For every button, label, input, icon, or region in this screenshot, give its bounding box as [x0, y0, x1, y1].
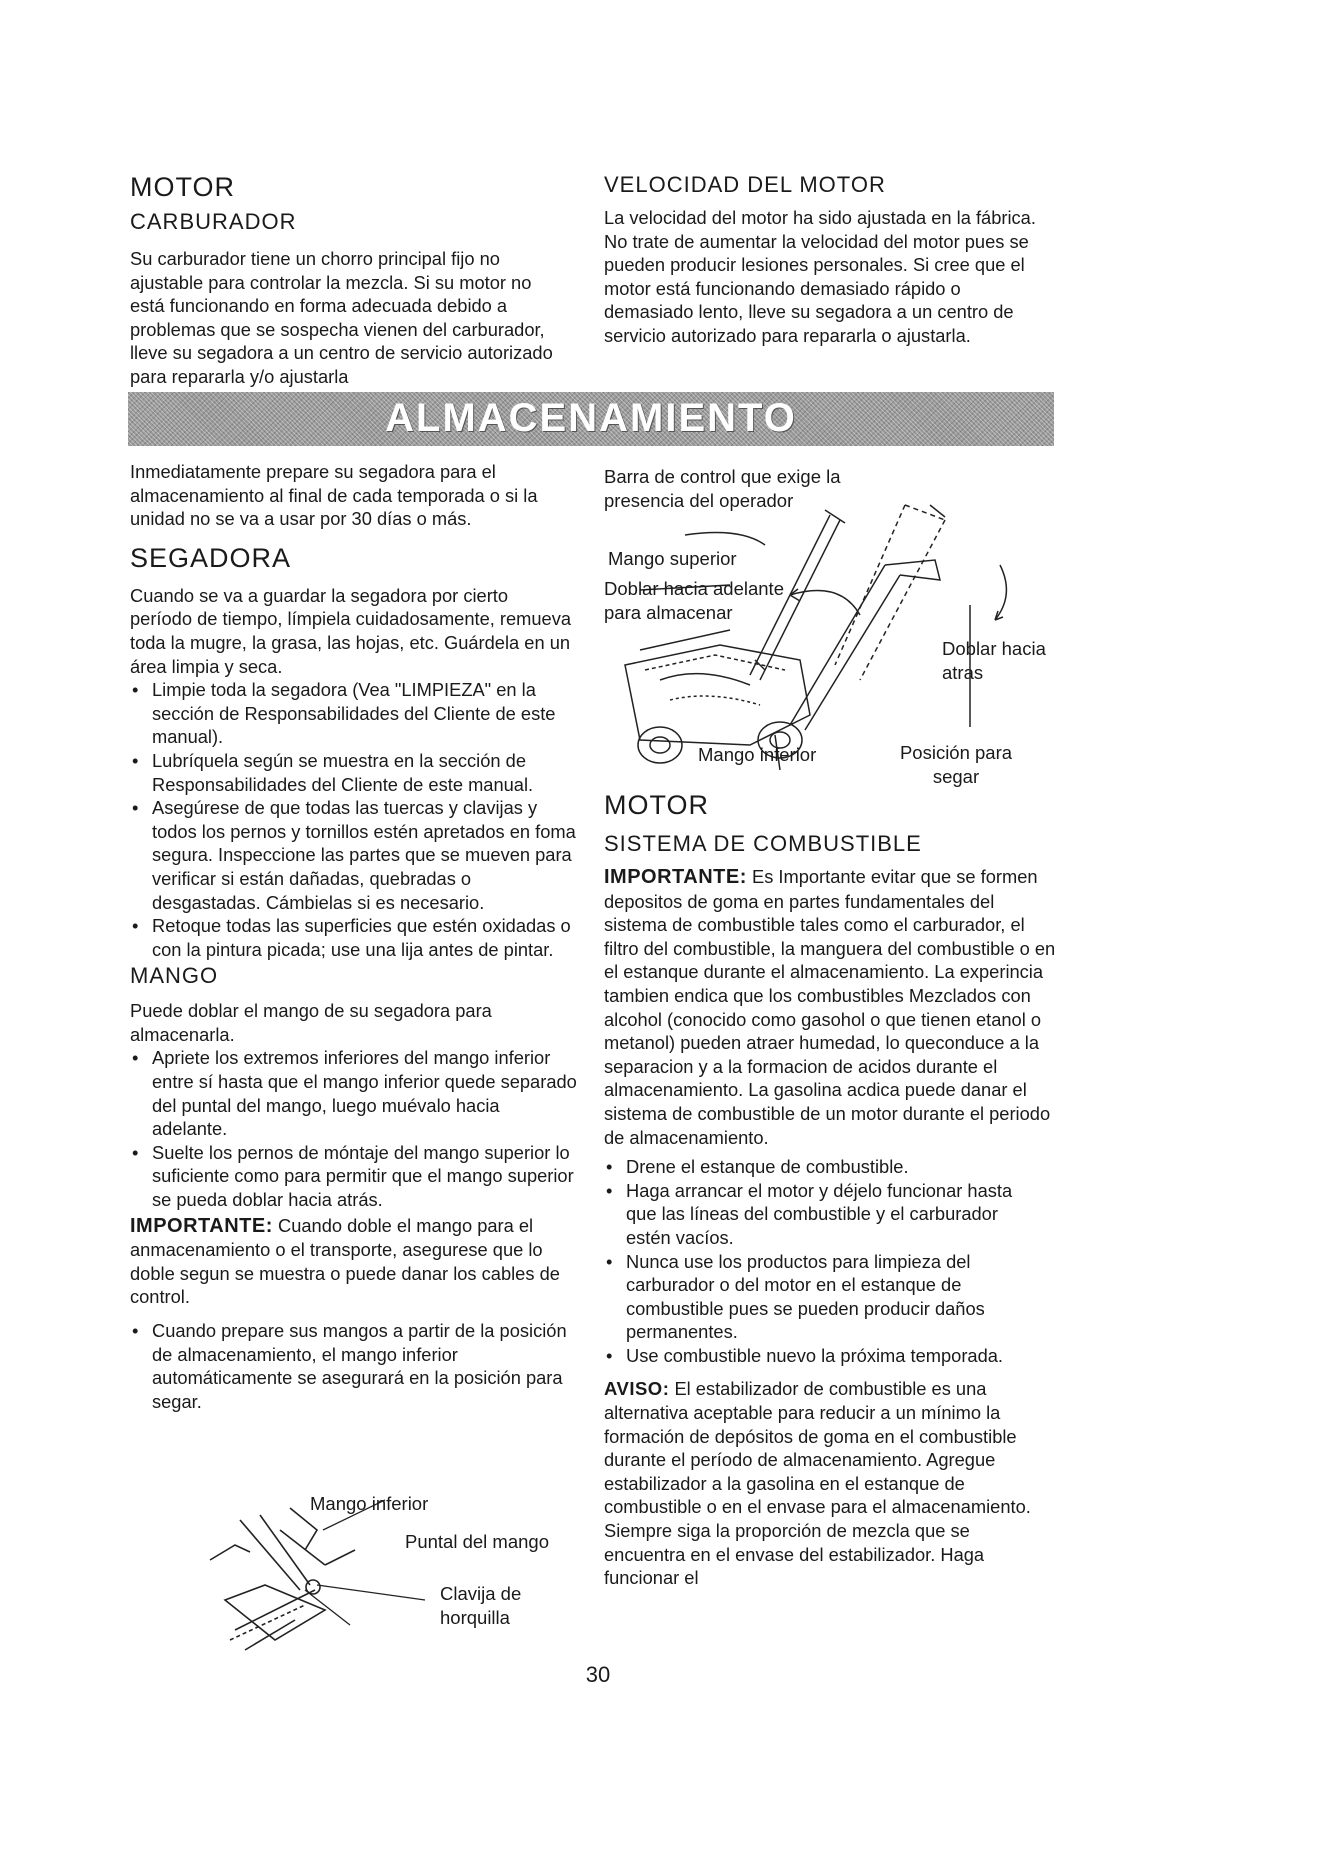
- carburador-text: Su carburador tiene un chorro principal fijo no ajustable para controlar la mezcla. Si su motor no está funcionando en forma adecuada debido a problemas que se sospecha vienen del carburador, lleve su segadora a un centro de servicio autorizado para repararla y/o ajustarla: [130, 248, 553, 387]
- label-puntal: Puntal del mango: [405, 1531, 549, 1552]
- segadora-heading: SEGADORA: [130, 542, 292, 573]
- velocidad-text: La velocidad del motor ha sido ajustada en la fábrica. No trate de aumentar la velocidad del motor pues se pueden producir lesiones personales. Si cree que el motor está funcionando demasiado rápido o demasiado lento, lleve su segadora a un centro de servicio autorizado para repararla o ajustarla.: [604, 207, 1036, 346]
- label-mango-inferior-right: Mango inferior: [698, 744, 817, 765]
- segadora-list: [130, 678, 578, 961]
- list-item: • Retoque todas las superficies que estén oxidadas o con la pintura picada; use una lija antes de pintar.: [130, 914, 578, 961]
- aviso-body: El estabilizador de combustible es una alternativa aceptable para reducir a un mínimo la formación de depósitos de goma en el combustible durante el período de almacenamiento. Agregue estabilizador a la gasolina en el estanque de combustible o en el envase para el almacenamiento. Siempre siga la proporción de mezcla que se encuentra en el envase del estabilizador. Haga funcionar el: [604, 1378, 1031, 1589]
- combustible-list: [604, 1155, 1044, 1367]
- mango-text: Puede doblar el mango de su segadora para almacenarla.: [130, 1000, 492, 1045]
- banner-title: ALMACENAMIENTO: [385, 396, 797, 440]
- mango-important: [130, 1214, 570, 1309]
- label-barra: Barra de control que exige la presencia del operador: [604, 466, 841, 511]
- label-posicion: Posición para segar: [899, 742, 1013, 787]
- label-mango-superior: Mango superior: [608, 548, 737, 569]
- mango-list: [130, 1046, 578, 1211]
- storage-list: [130, 1319, 570, 1413]
- important-label-right: IMPORTANTE:: [604, 866, 747, 888]
- list-item: • Lubríquela según se muestra en la sección de Responsabilidades del Cliente de este manual.: [130, 749, 578, 796]
- carburador-heading: CARBURADOR: [130, 209, 297, 234]
- page-number: 30: [585, 1662, 611, 1687]
- almacenamiento-banner: [128, 392, 1054, 446]
- aviso-label: AVISO:: [604, 1378, 670, 1400]
- important-label: IMPORTANTE:: [130, 1214, 273, 1237]
- aviso-text: [604, 1377, 1056, 1589]
- list-item: • Nunca use los productos para limpieza del carburador o del motor en el estanque de combustible pues se pueden producir daños permanentes.: [604, 1250, 1044, 1344]
- motor-heading-2: MOTOR: [604, 790, 709, 820]
- combustible-heading: SISTEMA DE COMBUSTIBLE: [604, 831, 922, 856]
- list-item: • Apriete los extremos inferiores del mango inferior entre sí hasta que el mango inferior quede separado del puntal del mango, luego muévalo hacia adelante.: [130, 1046, 578, 1140]
- mango-heading: MANGO: [130, 963, 219, 989]
- list-item: • Suelte los pernos de móntaje del mango superior lo suficiente como para permitir que el mango superior se pueda doblar hacia atrás.: [130, 1141, 578, 1212]
- label-mango-inferior: Mango inferior: [310, 1493, 429, 1514]
- combustible-important: [604, 865, 1056, 1149]
- mower-figure: [600, 465, 1060, 795]
- motor-heading: MOTOR: [130, 172, 235, 202]
- right-column: [604, 790, 1056, 1590]
- important-text-right: Es Importante evitar que se formen depositos de goma en partes fundamentales del sistema de combustible tales como el carburador, el filtro del combustible, la manguera del combustible o en el estanque durante el almacenamiento. La experincia tambien endica que los combustibles Mezclados con alcohol (conocido como gasohol o que tienen etanol o metanol) pueden atraer humedad, lo queconduce a la separacion y a la formacion de acidos durante el almacenamiento. La gasolina acdica puede danar el sistema de combustible de un motor durante el periodo de almacenamiento.: [604, 866, 1056, 1148]
- list-item: • Cuando prepare sus mangos a partir de la posición de almacenamiento, el mango inferior automáticamente se asegurará en la posición para segar.: [130, 1319, 570, 1413]
- list-item: • Limpie toda la segadora (Vea "LIMPIEZA" en la sección de Responsabilidades del Cliente de este manual).: [130, 678, 578, 749]
- label-doblar-adelante: Doblar hacia adelante para almacenar: [604, 578, 784, 623]
- list-item: • Drene el estanque de combustible.: [604, 1155, 1044, 1179]
- list-item: • Haga arrancar el motor y déjelo funcionar hasta que las líneas del combustible y el carburador estén vacíos.: [604, 1179, 1044, 1250]
- label-clavija: Clavija de horquilla: [440, 1583, 522, 1628]
- segadora-text: Cuando se va a guardar la segadora por cierto período de tiempo, límpiela cuidadosamente, remueva toda la mugre, la grasa, las hojas, etc. Guárdela en un área limpia y seca.: [130, 584, 572, 677]
- left-column: [130, 460, 580, 1413]
- velocidad-section: [604, 172, 1054, 348]
- label-doblar-atras: Doblar hacia atras: [942, 638, 1046, 683]
- handle-figure: [205, 1490, 585, 1660]
- motor-carburador-section: [130, 172, 570, 389]
- velocidad-heading: VELOCIDAD DEL MOTOR: [604, 172, 886, 197]
- important-text: Cuando doble el mango para el anmacenamiento o el transporte, asegurese que lo doble segun se muestra o puede danar los cables de control.: [130, 1214, 560, 1308]
- list-item: • Use combustible nuevo la próxima temporada.: [604, 1344, 1044, 1368]
- list-item: • Asegúrese de que todas las tuercas y clavijas y todos los pernos y tornillos estén apretados en foma segura. Inspeccione las partes que se mueven para verificar si están dañadas, quebradas o desgastadas. Cámbielas si es necesario.: [130, 796, 578, 914]
- intro-text: Inmediatamente prepare su segadora para el almacenamiento al final de cada temporada o si la unidad no se va a usar por 30 días o más.: [130, 461, 538, 530]
